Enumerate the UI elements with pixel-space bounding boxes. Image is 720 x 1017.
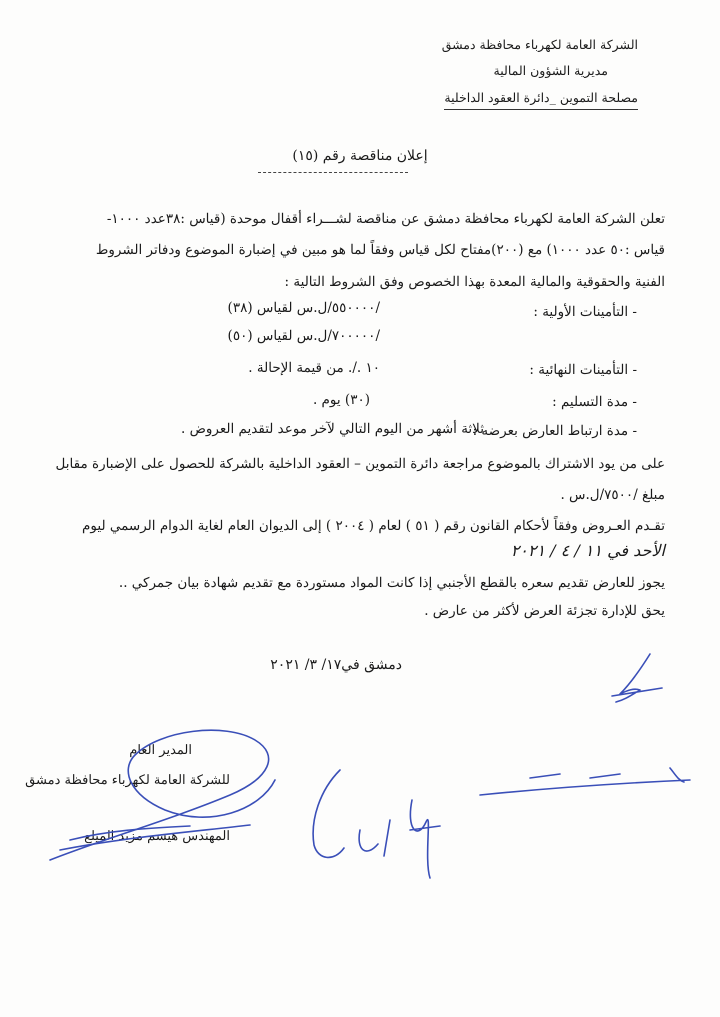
third-signature xyxy=(470,760,720,810)
initials-signature xyxy=(600,650,670,710)
intro-line-2: قياس :٥٠ عدد ١٠٠٠) مع (٢٠٠)مفتاح لكل قياس وفقاً لما هو مبين في إضبارة الموضوع ودفاتر الشروط xyxy=(95,242,665,258)
condition-value-initial-38: /٥٥٠٠٠٠/ل.س لقياس (٣٨) xyxy=(227,300,380,316)
announcement-title: إعلان مناقصة رقم (١٥) xyxy=(292,148,428,164)
condition-value-initial-50: /٧٠٠٠٠٠/ل.س لقياس (٥٠) xyxy=(227,328,380,344)
header-directorate: مديرية الشؤون المالية xyxy=(493,63,608,78)
signatory-org: للشركة العامة لكهرباء محافظة دمشق xyxy=(25,773,230,788)
submission-line: تقـدم العـروض وفقاً لأحكام القانون رقم ( ٥١ ) لعام ( ٢٠٠٤ ) إلى الديوان العام لغاية الدوام الرسمي ليوم xyxy=(82,518,665,534)
condition-value-delivery: (٣٠) يوم . xyxy=(312,392,370,408)
signatory-name: المهندس هيسم مزيد الميلع xyxy=(84,829,230,844)
condition-label-final-guarantee: - التأمينات النهائية : xyxy=(529,362,637,378)
condition-value-commitment: ثلاثة أشهر من اليوم التالي لآخر موعد لتقديم العروض . xyxy=(181,421,484,437)
header-department: مصلحة التموين _دائرة العقود الداخلية xyxy=(444,89,638,110)
note-foreign-currency: يجوز للعارض تقديم سعره بالقطع الأجنبي إذا كانت المواد مستوردة مع تقديم شهادة بيان جمركي .. xyxy=(118,575,665,591)
date-line: دمشق في١٧/ ٣/ ٢٠٢١ xyxy=(270,657,402,673)
participation-line-2: مبلغ /٧٥٠٠/ل.س . xyxy=(560,487,665,503)
second-signature xyxy=(300,760,460,890)
signatory-title: المدير العام xyxy=(129,743,192,758)
submission-date-handwritten: الأحد في ١١ / ٤ / ٢٠٢١ xyxy=(510,541,665,560)
condition-label-initial-guarantee: - التأمينات الأولية : xyxy=(533,304,637,320)
note-split-offer: يحق للإدارة تجزئة العرض لأكثر من عارض . xyxy=(424,603,665,619)
participation-line-1: على من يود الاشتراك بالموضوع مراجعة دائرة التموين – العقود الداخلية بالشركة للحصول على الإضبارة مقابل xyxy=(55,456,665,472)
header-org: الشركة العامة لكهرباء محافظة دمشق xyxy=(441,37,638,52)
condition-value-final-guarantee: ١٠ ./. من قيمة الإحالة . xyxy=(248,360,380,376)
intro-line-1: تعلن الشركة العامة لكهرباء محافظة دمشق عن مناقصة لشـــراء أقفال موحدة (قياس :٣٨عدد ١٠٠٠- xyxy=(106,211,665,227)
director-signature xyxy=(40,700,300,880)
condition-label-commitment: - مدة ارتباط العارض بعرضه : xyxy=(472,423,637,439)
intro-line-3: الفنية والحقوقية والمالية المعدة بهذا الخصوص وفق الشروط التالية : xyxy=(284,274,665,290)
title-divider xyxy=(258,172,408,173)
condition-label-delivery: - مدة التسليم : xyxy=(552,394,637,410)
